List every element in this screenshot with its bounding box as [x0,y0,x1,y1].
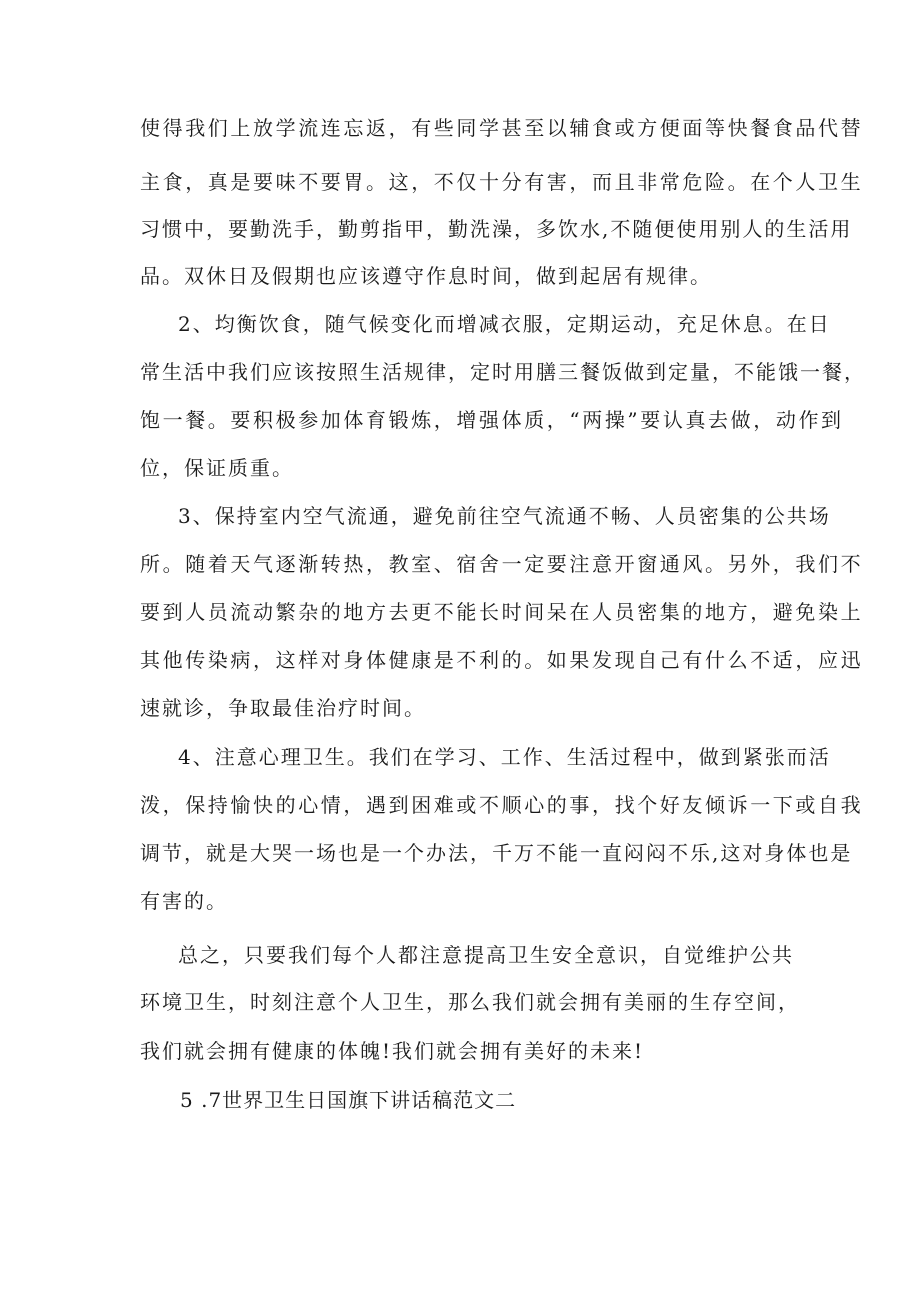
text-line: 习惯中，要勤洗手，勤剪指甲，勤洗澡，多饮水,不随便使用别人的生活用 [140,217,853,241]
text-line: 使得我们上放学流连忘返，有些同学甚至以辅食或方便面等快餐食品代替 [140,116,864,140]
text-line: 主食，真是要味不要胃。这，不仅十分有害，而且非常危险。在个人卫生 [140,170,864,194]
text-line: 其他传染病，这样对身体健康是不利的。如果发现自己有什么不适，应迅 [140,648,864,672]
text-line: 环境卫生，时刻注意个人卫生，那么我们就会拥有美丽的生存空间， [140,990,800,1014]
text-line: 常生活中我们应该按照生活规律，定时用膳三餐饭做到定量，不能饿一餐， [140,360,866,384]
text-line: 调节，就是大哭一场也是一个办法，千万不能一直闷闷不乐,这对身体也是 [140,841,853,865]
text-line: 有害的。 [140,889,228,913]
text-line: 泼，保持愉快的心情，遇到困难或不顺心的事，找个好友倾诉一下或自我 [140,793,864,817]
text-line: 4、注意心理卫生。我们在学习、工作、生活过程中，做到紧张而活 [178,745,831,769]
text-line: 总之，只要我们每个人都注意提高卫生安全意识，自觉维护公共 [178,943,794,967]
text-line: 饱一餐。要积极参加体育锻炼，增强体质，“两操”要认真去做，动作到 [140,408,844,432]
text-line: 要到人员流动繁杂的地方去更不能长时间呆在人员密集的地方，避免染上 [140,600,864,624]
text-line: 3、保持室内空气流通，避免前往空气流通不畅、人员密集的公共场 [178,504,831,528]
text-line: 品。双休日及假期也应该遵守作息时间，做到起居有规律。 [140,264,712,288]
text-line: 位，保证质重。 [140,456,294,480]
text-line: 我们就会拥有健康的体魄!我们就会拥有美好的未来! [140,1039,645,1063]
text-line: 所。随着天气逐渐转热，教室、宿舍一定要注意开窗通风。另外，我们不 [140,552,864,576]
section-heading: 5 .7世界卫生日国旗下讲话稿范文二 [180,1088,517,1112]
text-line: 2、均衡饮食，随气候变化而增减衣服，定期运动，充足休息。在日 [178,312,831,336]
text-line: 速就诊，争取最佳治疗时间。 [140,696,426,720]
